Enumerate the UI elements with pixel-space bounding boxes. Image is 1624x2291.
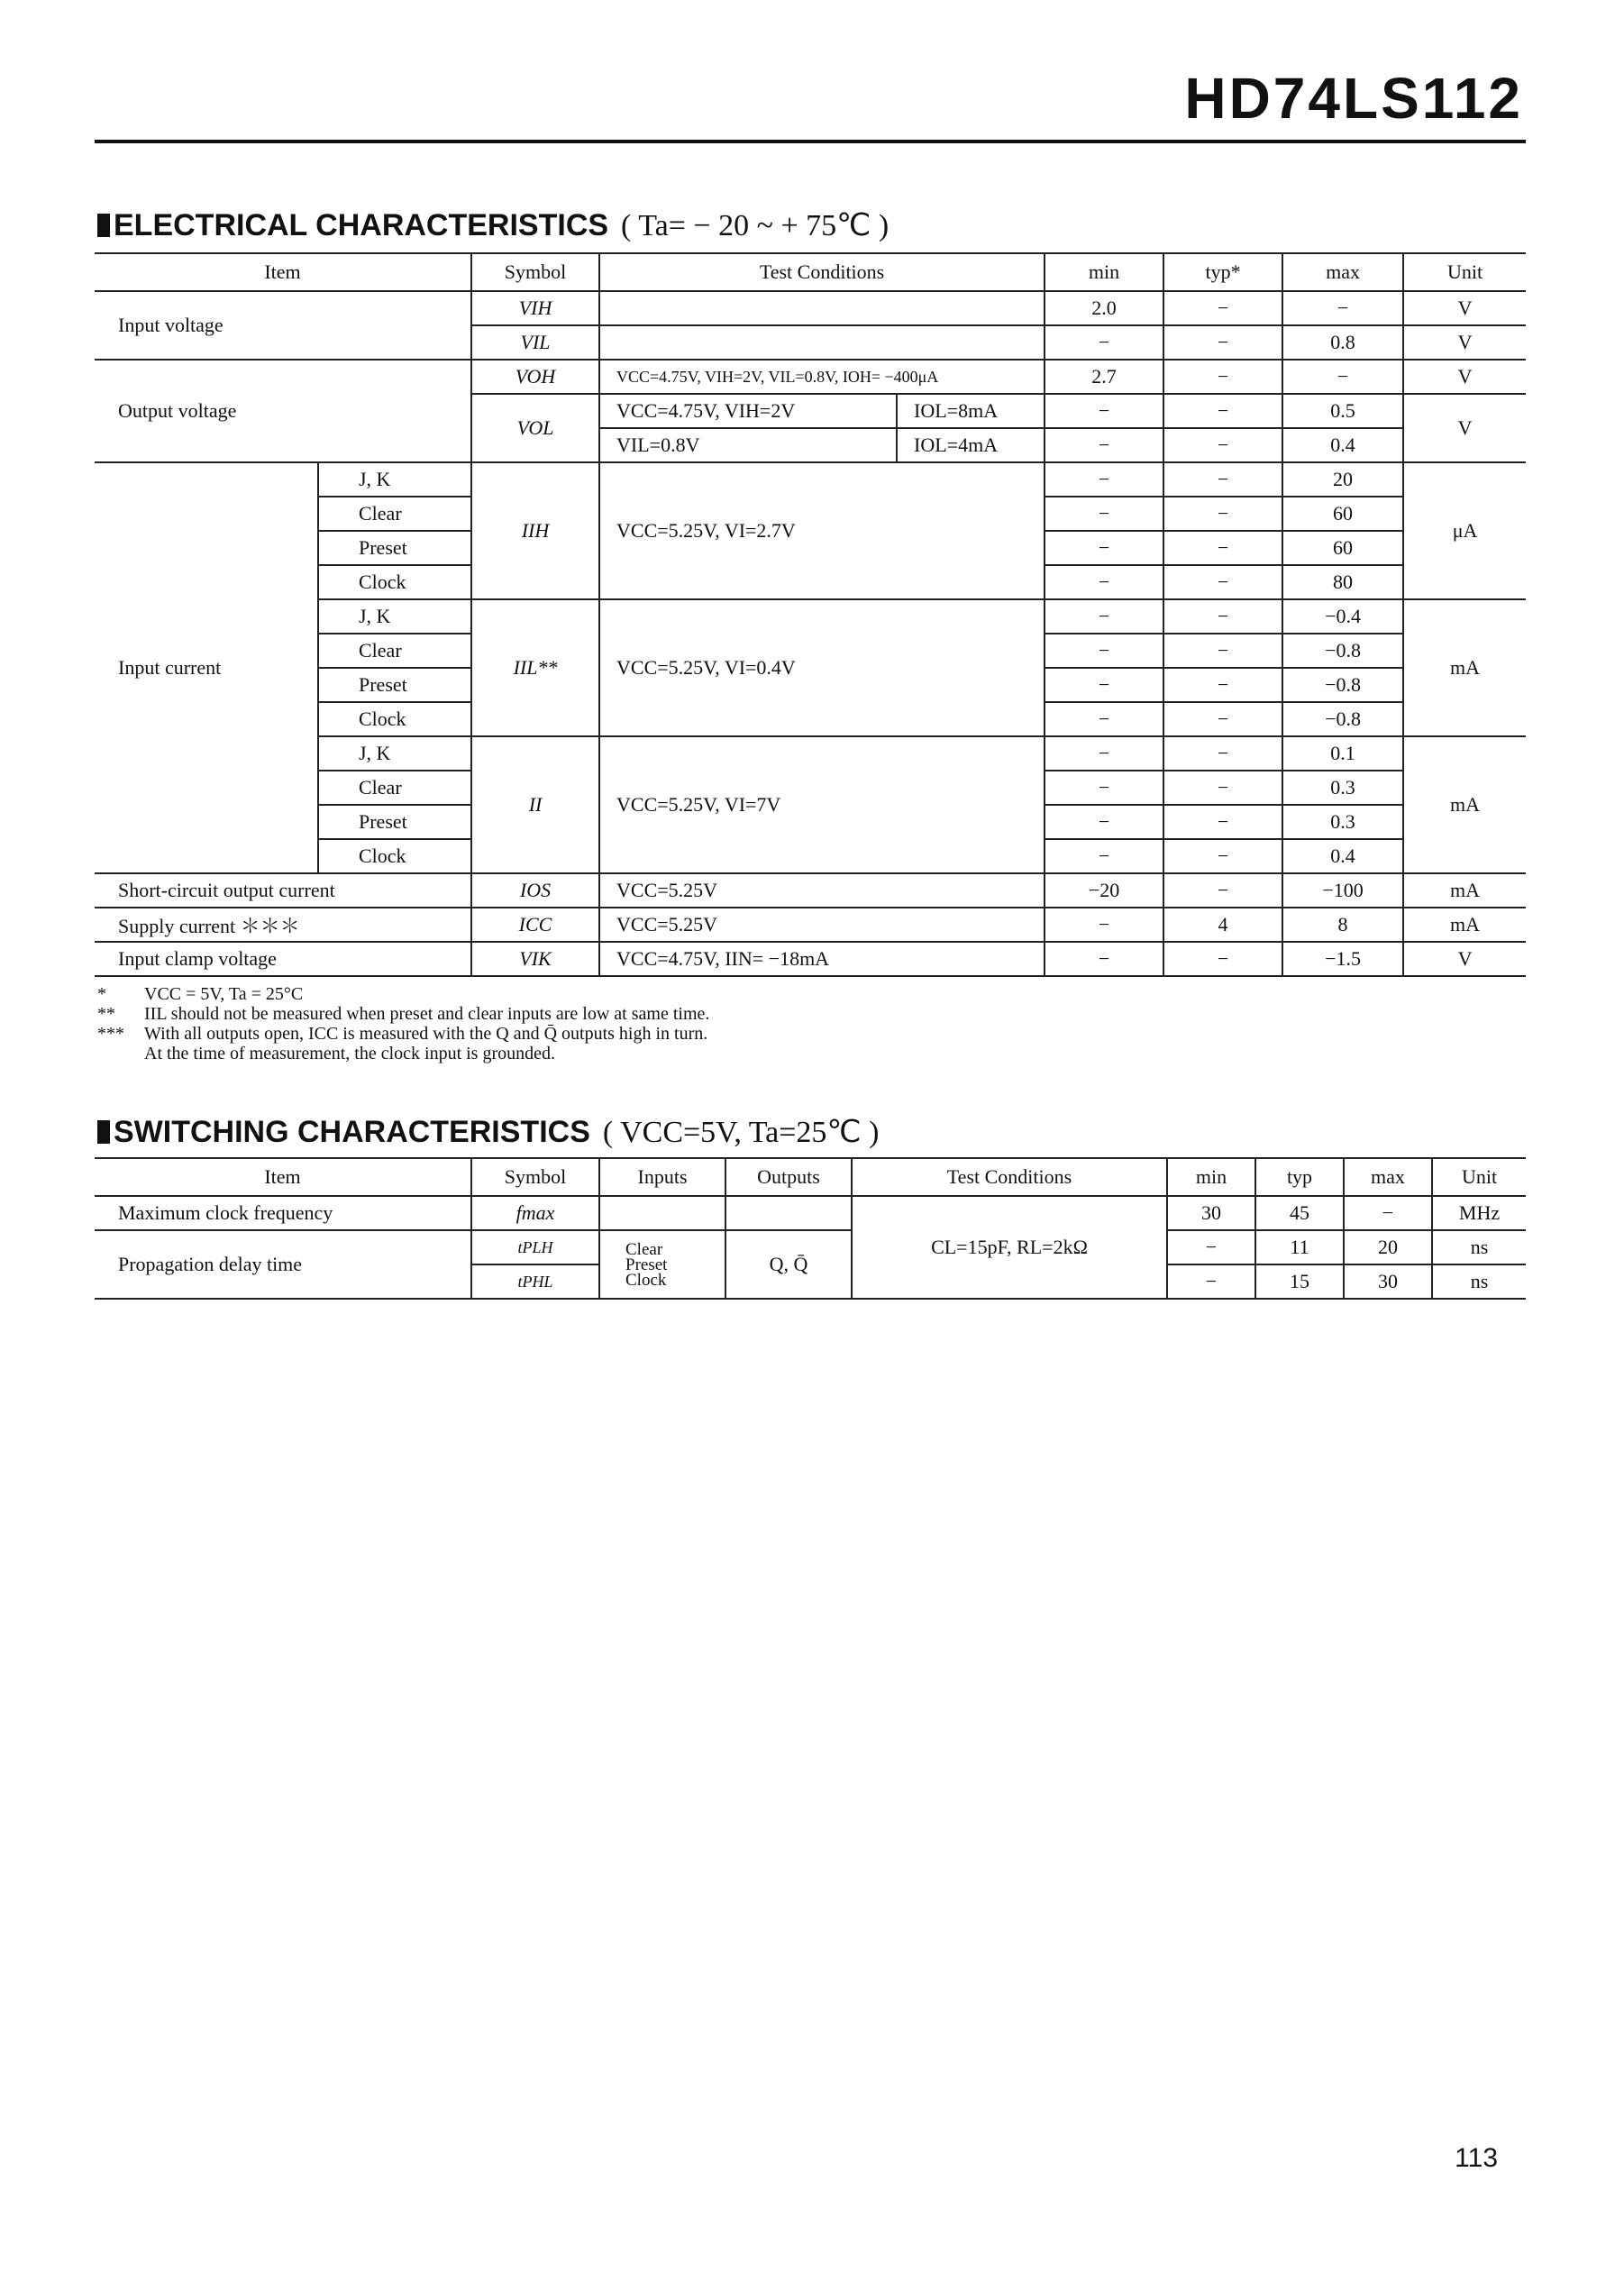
min-vih: 2.0 <box>1045 291 1163 325</box>
inputs-list <box>599 1230 725 1299</box>
table-header-row <box>95 253 1526 291</box>
input-preset: Preset <box>625 1255 668 1274</box>
footnote-mark: *** <box>97 1024 124 1044</box>
footnote <box>97 984 709 1004</box>
max-value: −0.8 <box>1282 668 1403 702</box>
max-tplh: 20 <box>1344 1230 1432 1264</box>
footnote-text: At the time of measurement, the clock input is grounded. <box>144 1044 555 1063</box>
table-row <box>95 462 1526 497</box>
electrical-title: ELECTRICAL CHARACTERISTICS <box>114 208 609 242</box>
col-item: Item <box>95 1158 471 1196</box>
unit-tphl: ns <box>1432 1264 1526 1299</box>
table-row <box>95 360 1526 394</box>
input-name: Clock <box>318 839 471 873</box>
col-max: max <box>1344 1158 1432 1196</box>
cond-switching: CL=15pF, RL=2kΩ <box>852 1196 1167 1299</box>
min-voh: 2.7 <box>1045 360 1163 394</box>
table-row <box>95 1196 1526 1230</box>
col-test-conditions: Test Conditions <box>599 253 1045 291</box>
col-symbol: Symbol <box>471 1158 599 1196</box>
outputs-q: Q, Q̄ <box>725 1230 852 1299</box>
unit-vol: V <box>1403 394 1526 462</box>
min-value: − <box>1045 634 1163 668</box>
max-value: 20 <box>1282 462 1403 497</box>
input-clear: Clear <box>625 1239 663 1259</box>
footnote-mark: * <box>97 984 106 1004</box>
max-vih: − <box>1282 291 1403 325</box>
cond-voh: VCC=4.75V, VIH=2V, VIL=0.8V, IOH= −400μA <box>599 360 1045 394</box>
electrical-heading <box>97 207 889 243</box>
table-header-row <box>95 1158 1526 1196</box>
min-value: − <box>1045 531 1163 565</box>
max-value: 60 <box>1282 531 1403 565</box>
item-clamp-voltage: Input clamp voltage <box>95 942 471 976</box>
cond-vol-a: VCC=4.75V, VIH=2V <box>599 394 897 428</box>
part-number: HD74LS112 <box>1184 66 1523 131</box>
cond-vol-b: VIL=0.8V <box>599 428 897 462</box>
typ-fmax: 45 <box>1255 1196 1344 1230</box>
symbol-vik: VIK <box>471 942 599 976</box>
unit-iil: mA <box>1403 599 1526 736</box>
max-vil: 0.8 <box>1282 325 1403 360</box>
footnote-text: With all outputs open, ICC is measured with the Q and Q̄ outputs high in turn. <box>144 1024 708 1044</box>
typ-vik: − <box>1163 942 1282 976</box>
typ-value: − <box>1163 771 1282 805</box>
header-rule <box>95 140 1526 143</box>
input-name: Clock <box>318 565 471 599</box>
typ-value: − <box>1163 668 1282 702</box>
cond-icc: VCC=5.25V <box>599 908 1045 942</box>
typ-vil: − <box>1163 325 1282 360</box>
min-value: − <box>1045 462 1163 497</box>
cond-vih <box>599 291 1045 325</box>
col-typ: typ <box>1255 1158 1344 1196</box>
typ-icc: 4 <box>1163 908 1282 942</box>
bullet-square-icon <box>97 214 110 237</box>
item-input-voltage: Input voltage <box>95 291 471 360</box>
symbol-ii: II <box>471 736 599 873</box>
min-value: − <box>1045 771 1163 805</box>
col-min: min <box>1045 253 1163 291</box>
col-min: min <box>1167 1158 1255 1196</box>
table-row <box>95 942 1526 976</box>
min-value: − <box>1045 497 1163 531</box>
min-value: − <box>1045 839 1163 873</box>
max-value: −0.4 <box>1282 599 1403 634</box>
typ-value: − <box>1163 462 1282 497</box>
unit-iih: μA <box>1403 462 1526 599</box>
footnote-mark: ** <box>97 1004 115 1024</box>
symbol-fmax: fmax <box>471 1196 599 1230</box>
typ-tplh: 11 <box>1255 1230 1344 1264</box>
typ-ios: − <box>1163 873 1282 908</box>
unit-fmax: MHz <box>1432 1196 1526 1230</box>
max-value: 0.3 <box>1282 805 1403 839</box>
input-name: Clock <box>318 702 471 736</box>
unit-vik: V <box>1403 942 1526 976</box>
unit-vil: V <box>1403 325 1526 360</box>
max-value: 0.1 <box>1282 736 1403 771</box>
switching-condition: ( VCC=5V, Ta=25℃ ) <box>602 1116 880 1149</box>
typ-value: − <box>1163 702 1282 736</box>
max-value: −0.8 <box>1282 634 1403 668</box>
unit-ii: mA <box>1403 736 1526 873</box>
input-name: J, K <box>318 599 471 634</box>
min-ios: −20 <box>1045 873 1163 908</box>
electrical-condition: ( Ta= − 20 ~ + 75℃ ) <box>621 209 890 242</box>
unit-vih: V <box>1403 291 1526 325</box>
max-voh: − <box>1282 360 1403 394</box>
symbol-tplh: tPLH <box>471 1230 599 1264</box>
typ-value: − <box>1163 565 1282 599</box>
typ-value: − <box>1163 634 1282 668</box>
col-outputs: Outputs <box>725 1158 852 1196</box>
switching-title: SWITCHING CHARACTERISTICS <box>114 1115 590 1149</box>
symbol-vih: VIH <box>471 291 599 325</box>
unit-icc: mA <box>1403 908 1526 942</box>
min-vol-1: − <box>1045 394 1163 428</box>
col-inputs: Inputs <box>599 1158 725 1196</box>
min-vik: − <box>1045 942 1163 976</box>
switching-heading <box>97 1114 879 1150</box>
max-value: −0.8 <box>1282 702 1403 736</box>
symbol-vil: VIL <box>471 325 599 360</box>
min-tphl: − <box>1167 1264 1255 1299</box>
footnote <box>97 1024 709 1044</box>
max-value: 60 <box>1282 497 1403 531</box>
min-vil: − <box>1045 325 1163 360</box>
col-unit: Unit <box>1403 253 1526 291</box>
min-fmax: 30 <box>1167 1196 1255 1230</box>
unit-ios: mA <box>1403 873 1526 908</box>
input-name: Preset <box>318 531 471 565</box>
input-name: Clear <box>318 771 471 805</box>
cond-ios: VCC=5.25V <box>599 873 1045 908</box>
typ-value: − <box>1163 805 1282 839</box>
max-value: 80 <box>1282 565 1403 599</box>
max-ios: −100 <box>1282 873 1403 908</box>
item-short-circuit: Short-circuit output current <box>95 873 471 908</box>
inputs-fmax <box>599 1196 725 1230</box>
item-propagation-delay: Propagation delay time <box>95 1230 471 1299</box>
typ-value: − <box>1163 599 1282 634</box>
min-value: − <box>1045 565 1163 599</box>
cond-iih: VCC=5.25V, VI=2.7V <box>599 462 1045 599</box>
symbol-iil: IIL** <box>471 599 599 736</box>
typ-value: − <box>1163 497 1282 531</box>
col-unit: Unit <box>1432 1158 1526 1196</box>
table-row <box>95 291 1526 325</box>
max-value: 0.3 <box>1282 771 1403 805</box>
min-value: − <box>1045 599 1163 634</box>
max-value: 0.4 <box>1282 839 1403 873</box>
max-vol-2: 0.4 <box>1282 428 1403 462</box>
input-name: J, K <box>318 462 471 497</box>
max-icc: 8 <box>1282 908 1403 942</box>
typ-vol-2: − <box>1163 428 1282 462</box>
max-fmax: − <box>1344 1196 1432 1230</box>
page-number: 113 <box>1455 2143 1498 2173</box>
input-name: J, K <box>318 736 471 771</box>
min-vol-2: − <box>1045 428 1163 462</box>
symbol-tphl: tPHL <box>471 1264 599 1299</box>
table-row <box>95 873 1526 908</box>
symbol-vol: VOL <box>471 394 599 462</box>
col-test-conditions: Test Conditions <box>852 1158 1167 1196</box>
footnotes <box>97 984 709 1063</box>
footnote <box>97 1004 709 1024</box>
cond-ii: VCC=5.25V, VI=7V <box>599 736 1045 873</box>
electrical-characteristics-table <box>95 252 1526 977</box>
table-row <box>95 1230 1526 1264</box>
cond-vol-iol-2: IOL=4mA <box>897 428 1045 462</box>
bullet-square-icon <box>97 1120 110 1144</box>
min-value: − <box>1045 805 1163 839</box>
max-vik: −1.5 <box>1282 942 1403 976</box>
item-output-voltage: Output voltage <box>95 360 471 462</box>
symbol-voh: VOH <box>471 360 599 394</box>
switching-characteristics-table <box>95 1157 1526 1300</box>
typ-voh: − <box>1163 360 1282 394</box>
item-input-current: Input current <box>95 462 318 873</box>
col-symbol: Symbol <box>471 253 599 291</box>
unit-voh: V <box>1403 360 1526 394</box>
typ-value: − <box>1163 839 1282 873</box>
typ-value: − <box>1163 531 1282 565</box>
typ-vih: − <box>1163 291 1282 325</box>
footnote-text: IIL should not be measured when preset and clear inputs are low at same time. <box>144 1004 710 1024</box>
cond-vik: VCC=4.75V, IIN= −18mA <box>599 942 1045 976</box>
unit-tplh: ns <box>1432 1230 1526 1264</box>
footnote-text: VCC = 5V, Ta = 25°C <box>144 984 304 1004</box>
symbol-ios: IOS <box>471 873 599 908</box>
input-name: Preset <box>318 805 471 839</box>
outputs-fmax <box>725 1196 852 1230</box>
typ-vol-1: − <box>1163 394 1282 428</box>
typ-tphl: 15 <box>1255 1264 1344 1299</box>
symbol-iih: IIH <box>471 462 599 599</box>
cond-vil <box>599 325 1045 360</box>
symbol-icc: ICC <box>471 908 599 942</box>
min-tplh: − <box>1167 1230 1255 1264</box>
table-row <box>95 908 1526 942</box>
footnote <box>97 1044 709 1063</box>
item-max-clock-frequency: Maximum clock frequency <box>95 1196 471 1230</box>
item-supply-current: Supply current ＊＊＊ <box>95 908 471 942</box>
input-name: Clear <box>318 634 471 668</box>
col-typ: typ* <box>1163 253 1282 291</box>
min-value: − <box>1045 702 1163 736</box>
min-value: − <box>1045 736 1163 771</box>
input-clock: Clock <box>625 1270 667 1290</box>
col-item: Item <box>95 253 471 291</box>
cond-vol-iol-1: IOL=8mA <box>897 394 1045 428</box>
max-tphl: 30 <box>1344 1264 1432 1299</box>
min-icc: − <box>1045 908 1163 942</box>
max-vol-1: 0.5 <box>1282 394 1403 428</box>
min-value: − <box>1045 668 1163 702</box>
col-max: max <box>1282 253 1403 291</box>
typ-value: − <box>1163 736 1282 771</box>
cond-iil: VCC=5.25V, VI=0.4V <box>599 599 1045 736</box>
input-name: Clear <box>318 497 471 531</box>
input-name: Preset <box>318 668 471 702</box>
